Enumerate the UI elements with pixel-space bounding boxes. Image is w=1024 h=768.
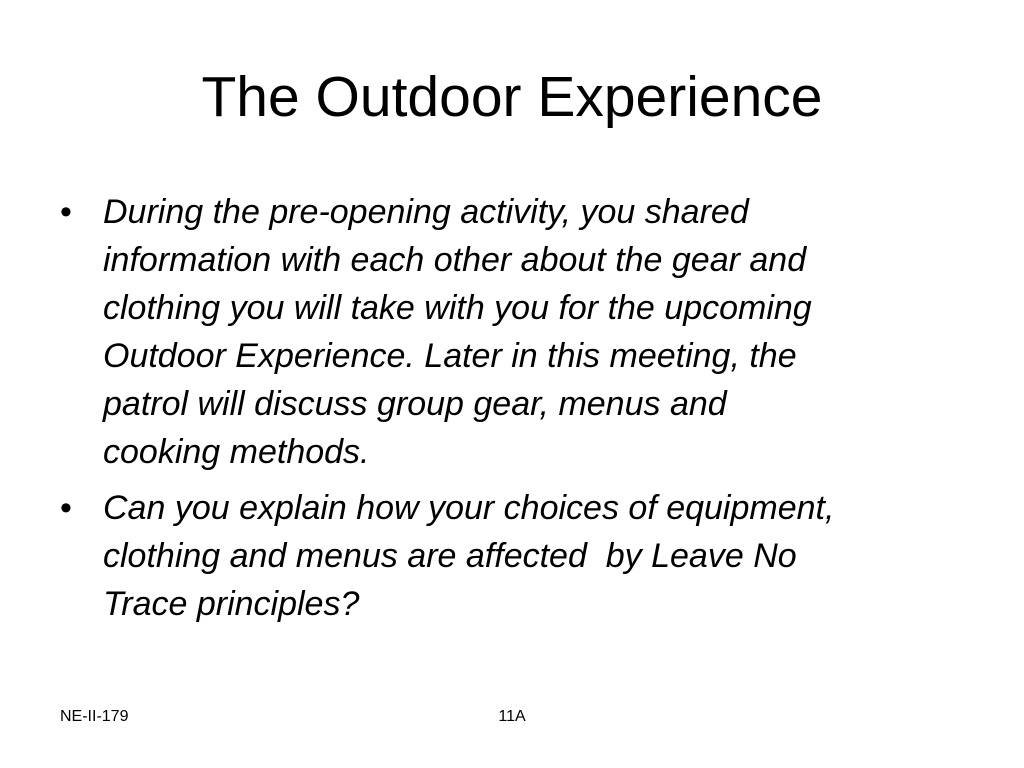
bullet-text (103, 188, 980, 476)
bullet-item (60, 484, 980, 628)
bullet-line: information with each other about the gear and (103, 241, 807, 279)
footer-slide-number: 11A (498, 708, 526, 725)
slide-title: The Outdoor Experience (201, 65, 823, 129)
bullet-line: cooking methods. (103, 433, 370, 471)
bullet-text (103, 484, 980, 628)
bullet-line: patrol will discuss group gear, menus and (103, 385, 727, 423)
bullet-item (60, 188, 980, 476)
bullet-marker: • (60, 193, 72, 231)
footer-slide-code: NE-II-179 (60, 708, 129, 725)
bullet-line: Trace principles? (103, 585, 360, 623)
bullet-line: During the pre-opening activity, you shared (103, 193, 749, 231)
bullet-line: clothing you will take with you for the upcoming (103, 289, 812, 327)
bullet-marker: • (60, 489, 72, 527)
bullet-line: Can you explain how your choices of equipment, (103, 489, 835, 527)
bullet-line: Outdoor Experience. Later in this meeting, the (103, 337, 797, 375)
bullet-line: clothing and menus are affected by Leave No (103, 537, 797, 575)
bullet-list (60, 188, 980, 636)
